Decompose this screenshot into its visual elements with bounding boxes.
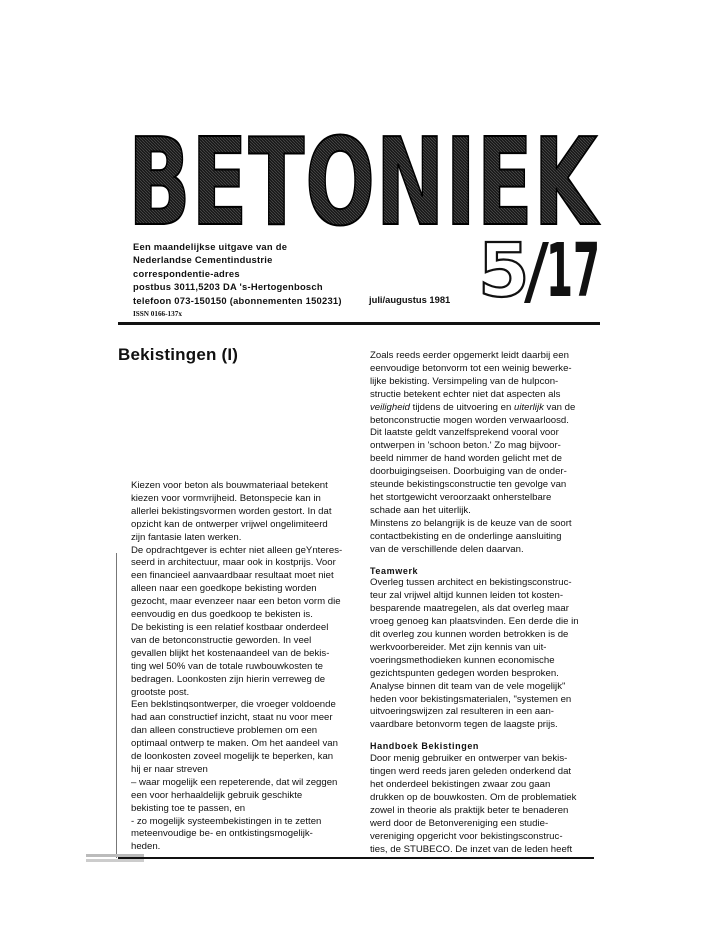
text-line: beeld nimmer de hand worden gelicht met de [370,453,562,465]
text-line: had aan constructief inzicht, staat nu voor meer [131,712,333,724]
text-line: Overleg tussen architect en bekistingsconstruc- [370,577,572,589]
text-line: een voor herhaaldelijk gebruik geschikte [131,789,303,801]
text-line: de loonkosten zoveel mogelijk te beperken, kan [131,751,334,763]
masthead-title: BETONIEK [128,114,601,253]
margin-line [116,553,117,858]
publisher-info [133,240,342,321]
text-line: heden. [131,841,161,853]
text-line: Kiezen voor beton als bouwmateriaal betekent [131,480,328,491]
text-line: gezichtspunten gedegen worden besproken. [370,667,559,679]
text-line: gevallen blijkt het kostenaandeel van de bekis- [131,647,330,659]
text-line: Door menig gebruiker en ontwerper van bekis- [370,753,568,765]
text-line: werd door de Betonvereniging een studie- [370,817,549,829]
text-line: uitvoeringswijzen zal resulteren in een aan- [370,706,554,718]
text-line: vereniging opgericht voor bekistingsconstruc- [370,830,563,842]
text-line: Analyse binnen dit team van de vele mogelijk" [370,680,566,692]
left-column [131,480,361,854]
text-line: van de verschillende delen daarvan. [370,543,524,555]
text-line: opzicht kan de ontwerper vrijwel ongelimiteerd [131,518,328,530]
text-line: steunde bekistingsconstructie ten gevolge van [370,479,567,491]
issn-number: ISSN 0166-137x [133,310,182,319]
text-line: drukken op de bouwkosten. Om de problematiek [370,791,577,803]
text-line: ties, de STUBECO. De inzet van de leden heeft [370,843,573,855]
publisher-line: telefoon 073-150150 (abonnementen 150231) [133,294,342,306]
text-line: bekisting toe te passen, en [131,802,246,814]
text-line: gezocht, maar evenzeer naar een beton vorm die [131,596,341,608]
text-line: een financieel aanvaardbaar resultaat moet niet [131,570,334,582]
text-line: dit overleg zou kunnen worden betrokken is de [370,629,569,641]
text-line: eenvoudig en dus goedkoop te bekisten is. [131,609,313,621]
article-title: Bekistingen (I) [118,345,239,364]
text-line: werkvoorbereider. Met zijn kennis van uit- [370,641,547,653]
text-line: vaardbare betonvorm tegen de laagste prijs. [370,719,558,731]
text-line: alleen naar een goedkope bekisting worden [131,583,317,595]
text-line: Minstens zo belangrijk is de keuze van de soort [370,517,572,529]
text-line: vroeg genoeg kan plaatsvinden. Een derde die in [370,616,579,628]
text-line: tingen werd reeds jaren geleden onderkend dat [370,766,572,778]
text-line: De opdrachtgever is echter niet alleen geYnteres- [131,544,343,556]
text-line: Dit laatste geldt vanzelfsprekend vooral voor [370,427,559,439]
text-line: optimaal ontwerp te maken. Om het aandeel van [131,738,338,750]
text-line: teur zal vrijwel altijd kunnen leiden tot kosten- [370,590,564,602]
text-line: het stortgewicht veroorzaakt onherstelbare [370,491,552,503]
text-line: allerlei bekistingsvormen worden gestort. In dat [131,505,332,517]
publisher-line: Nederlandse Cementindustrie [133,254,273,266]
text-line: kiezen voor vormvrijheid. Betonspecie kan in [131,492,321,504]
teamwerk-heading: Teamwerk [370,565,419,576]
text-line: besparende maatregelen, als dat overleg maar [370,603,569,615]
right-intro [370,350,600,402]
issue-date: juli/augustus 1981 [369,294,451,305]
teamwerk-text [370,577,600,732]
bottom-rule [118,857,594,859]
text-line: zijn fantasie laten werken. [131,531,242,543]
text-line: dan alleen constructieve problemen om een [131,725,318,737]
publisher-line: postbus 3011,5203 DA 's-Hertogenbosch [133,281,323,293]
text-line: eenvoudige betonvorm tot een weinig bewerke- [370,362,572,374]
text-line: lijke bekisting. Versimpeling van de hulpcon- [370,375,559,387]
text-line: seerd in architectuur, maar ook in kostprijs. Voor [131,557,336,569]
right-intro-rest [370,415,600,557]
text-line: het onderdeel bekistingen zwaar zou gaan [370,779,551,790]
publisher-line: Een maandelijkse uitgave van de [133,241,288,252]
text-line: schade aan het uiterlijk. [370,504,471,516]
text-line: betonconstructie mogen worden verwaarloosd. [370,414,569,426]
handboek-text [370,753,600,856]
handboek-heading: Handboek Bekistingen [370,741,480,752]
issue-separator: / [524,228,549,314]
text-line: Zoals reeds eerder opgemerkt leidt daarbij een [370,350,569,361]
text-line: ontwerpen in 'schoon beton.' Zo mag bijvoor- [370,440,561,452]
issue-series: 17 [546,228,600,314]
italic-line: veiligheid tijdens de uitvoering en uiterlijk van de [370,401,576,413]
text-line: ting wel 50% van de totale ruwbouwkosten te [131,660,323,672]
text-line: structie betekent echter niet dat aspecten als [370,388,561,400]
text-line: zowel in theorie als praktijk beter te benaderen [370,804,569,816]
italic-word-veiligheid: veiligheid [370,401,411,413]
text-line: van de betonconstructie geworden. In veel [131,634,312,646]
italic-word-uiterlijk: uiterlijk [514,401,544,413]
publisher-line: correspondentie-adres [133,267,240,279]
text-line: Een beklstinqsontwerper, die vroeger voldoende [131,699,336,711]
top-rule [118,322,600,325]
text-line: heden voor bekistingsmaterialen, "systemen en [370,693,572,705]
text-line: - zo mogelijk systeembekistingen in te zetten [131,815,322,827]
text-line: – waar mogelijk een repeterende, dat wil zeggen [131,776,338,788]
text-line: meteenvoudige be- en ontkistingsmogelijk- [131,828,313,840]
text-line: doorbuigingseisen. Doorbuiging van de onder- [370,466,567,478]
text-line: voeringsmethodieken kunnen economische [370,654,555,666]
right-column [370,350,600,856]
scan-artifact [86,852,146,864]
text-line: grootste post. [131,686,190,698]
issue-number [478,228,602,314]
text-line: De bekisting is een relatief kostbaar onderdeel [131,621,329,633]
text-line: bedragen. Loonkosten zijn hierin verreweg de [131,673,326,685]
text-line: contactbekisting en de onderlinge aansluiting [370,530,562,542]
text-line: hij er naar streven [131,763,208,775]
issue-volume: 5 [478,228,530,314]
